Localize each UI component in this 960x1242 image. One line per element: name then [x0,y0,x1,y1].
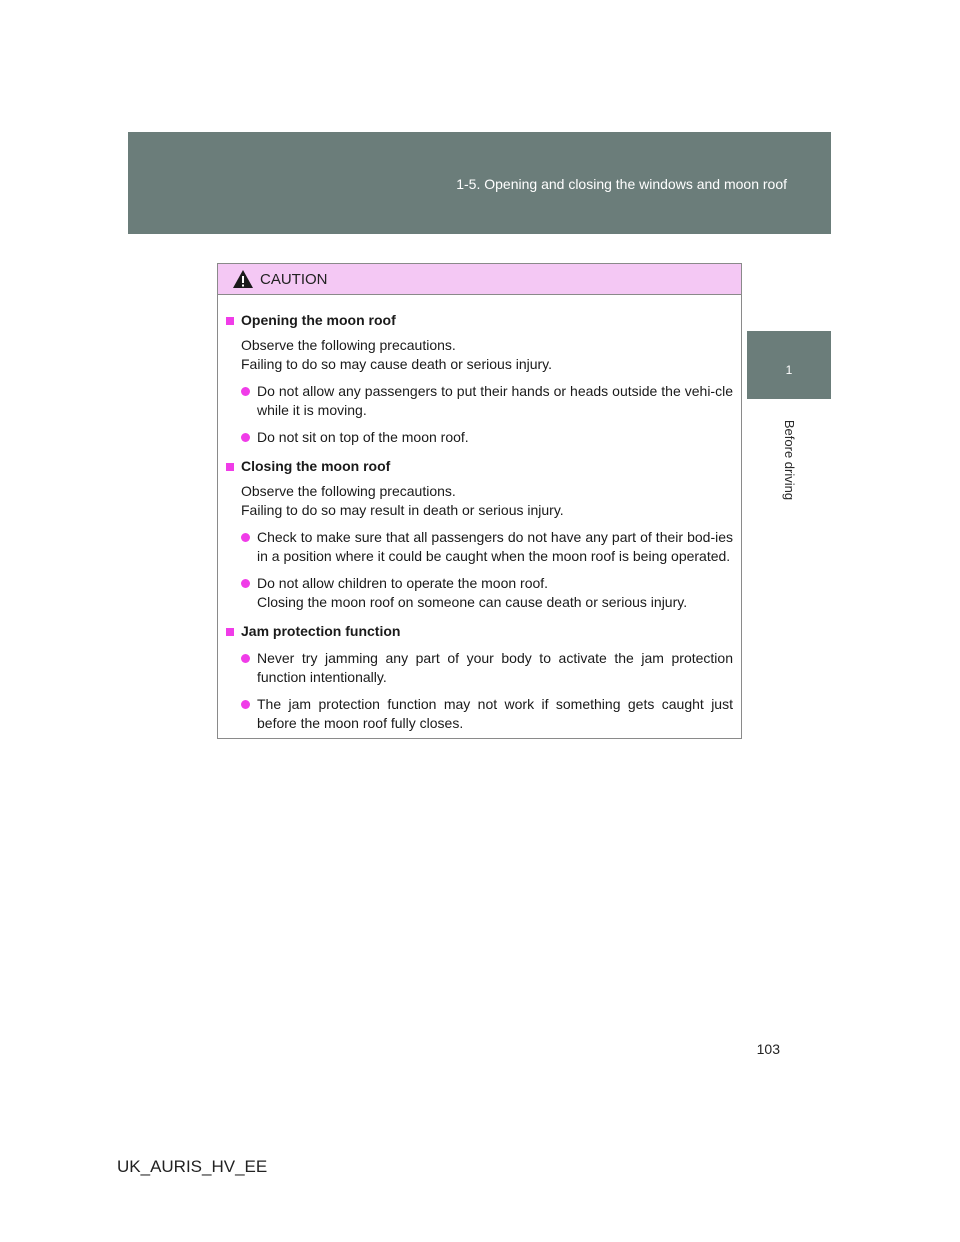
page-number: 103 [756,1041,780,1057]
header-bar [128,132,831,234]
round-bullet-icon [241,654,250,663]
chapter-label-text: Before driving [782,419,797,501]
caution-title: CAUTION [260,271,328,288]
round-bullet-icon [241,533,250,542]
section-heading-jam: Jam protection function [226,622,733,641]
round-bullet-icon [241,579,250,588]
chapter-label [747,405,831,515]
round-bullet-icon [241,433,250,442]
paragraph: Observe the following precautions. Failing to do so may result in death or serious injury. [241,483,564,518]
square-bullet-icon [226,317,234,325]
document-code: UK_AURIS_HV_EE [117,1157,268,1176]
list-item: Do not allow any passengers to put their hands or heads outside the vehi-cle while it is moving. [226,382,733,420]
round-bullet-icon [241,700,250,709]
square-bullet-icon [226,463,234,471]
list-item: The jam protection function may not work if something gets caught just before the moon roof fully closes. [226,695,733,733]
section-heading-opening: Opening the moon roof [226,311,733,330]
chapter-tab [747,331,831,399]
list-item: Never try jamming any part of your body to activate the jam protection function intentionally. [226,649,733,687]
paragraph: Observe the following precautions. Failing to do so may cause death or serious injury. [241,337,553,372]
caution-header [218,264,741,295]
warning-icon [232,269,254,289]
round-bullet-icon [241,387,250,396]
chapter-number: 1 [785,363,793,377]
caution-box [217,263,742,739]
square-bullet-icon [226,628,234,636]
list-item: Do not sit on top of the moon roof. [226,428,733,447]
list-item: Check to make sure that all passengers do not have any part of their bod-ies in a position where it could be caught when the moon roof is being operated. [226,528,733,566]
section-heading-closing: Closing the moon roof [226,457,733,476]
caution-body [218,295,741,733]
list-item: Do not allow children to operate the moon roof. Closing the moon roof on someone can cause death or serious injury. [226,574,733,612]
section-title: 1-5. Opening and closing the windows and moon roof [456,176,787,192]
